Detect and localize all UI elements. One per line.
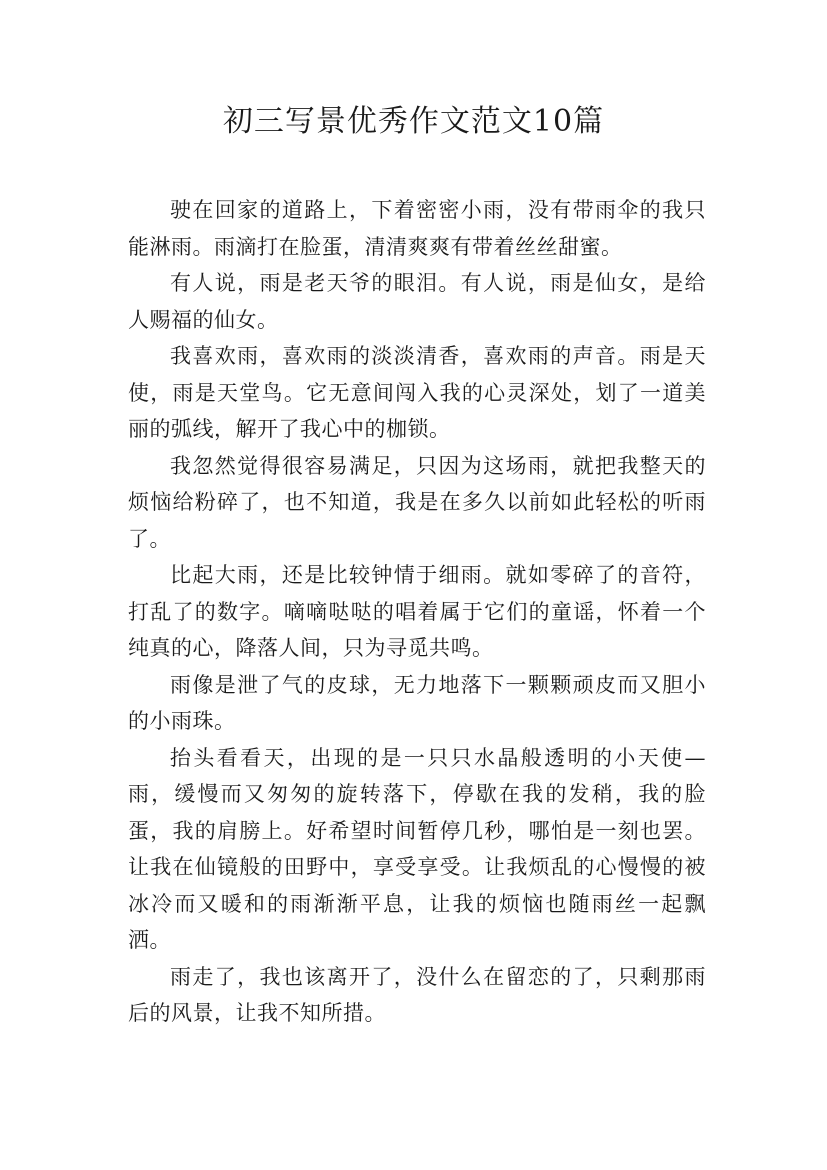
document-title: 初三写景优秀作文范文10篇: [222, 104, 605, 139]
paragraph: 雨像是泄了气的皮球，无力地落下一颗颗顽皮而又胆小的小雨珠。: [128, 672, 706, 733]
paragraph: 雨走了，我也该离开了，没什么在留恋的了，只剩那雨后的风景，让我不知所措。: [128, 964, 706, 1025]
document-body: [128, 192, 706, 1032]
paragraph: 抬头看看天，出现的是一只只水晶般透明的小天使—雨，缓慢而又匆匆的旋转落下，停歇在我的发稍，我的脸蛋，我的肩膀上。好希望时间暂停几秒，哪怕是一刻也罢。让我在仙镜般的田野中，享受享受。让我烦乱的心慢慢的被冰冷而又暖和的雨渐渐平息，让我的烦恼也随雨丝一起飘洒。: [128, 745, 706, 952]
paragraph: 驶在回家的道路上，下着密密小雨，没有带雨伞的我只能淋雨。雨滴打在脸蛋，清清爽爽有带着丝丝甜蜜。: [128, 198, 706, 259]
paragraph: 我喜欢雨，喜欢雨的淡淡清香，喜欢雨的声音。雨是天使，雨是天堂鸟。它无意间闯入我的心灵深处，划了一道美丽的弧线，解开了我心中的枷锁。: [128, 344, 706, 441]
paragraph: 比起大雨，还是比较钟情于细雨。就如零碎了的音符，打乱了的数字。嘀嘀哒哒的唱着属于它们的童谣，怀着一个纯真的心，降落人间，只为寻觅共鸣。: [128, 563, 706, 660]
paragraph: 有人说，雨是老天爷的眼泪。有人说，雨是仙女，是给人赐福的仙女。: [128, 271, 706, 332]
paragraph: 我忽然觉得很容易满足，只因为这场雨，就把我整天的烦恼给粉碎了，也不知道，我是在多久以前如此轻松的听雨了。: [128, 453, 706, 551]
